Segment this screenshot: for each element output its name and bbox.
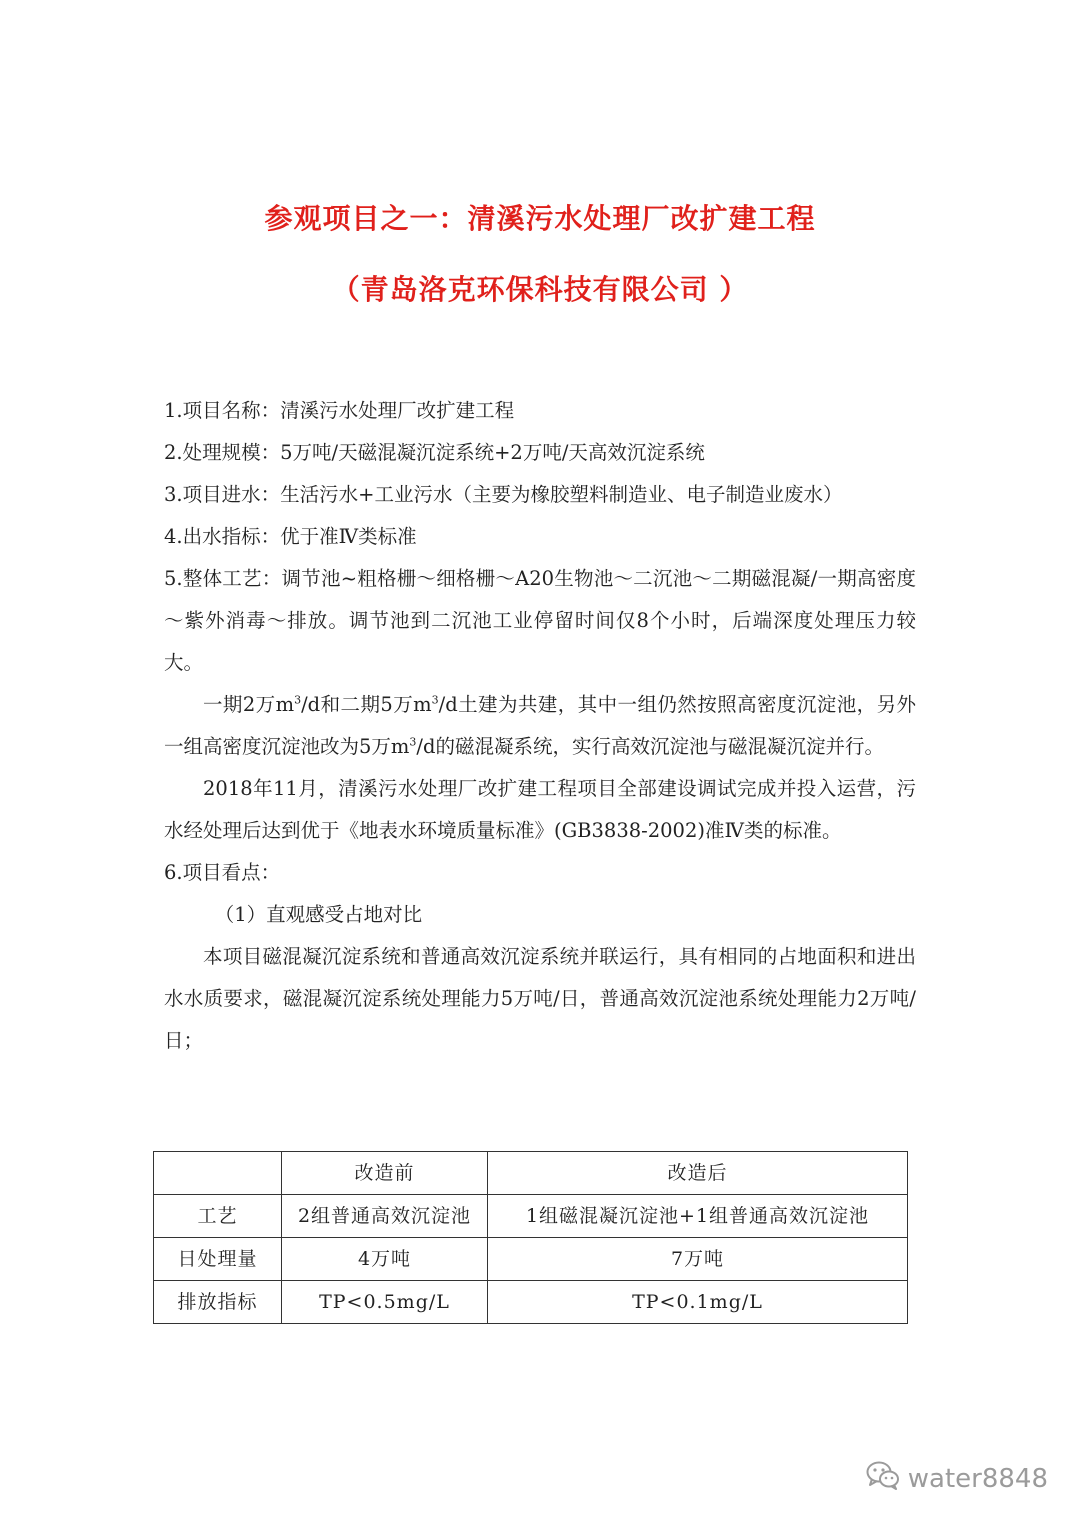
comparison-table xyxy=(153,1151,908,1324)
table-cell: 4万吨 xyxy=(282,1238,488,1281)
superscript-3: 3 xyxy=(431,693,439,707)
table-row xyxy=(154,1238,908,1281)
table-cell: 排放指标 xyxy=(154,1281,282,1324)
superscript-3: 3 xyxy=(409,735,417,749)
table-cell: TP<0.5mg/L xyxy=(282,1281,488,1324)
phases-text-d: /d的磁混凝系统，实行高效沉淀池与磁混凝沉淀并行。 xyxy=(416,735,884,758)
page-title: 参观项目之一：清溪污水处理厂改扩建工程 xyxy=(264,202,816,235)
table-row xyxy=(154,1195,908,1238)
phases-text-c: /d土建为共建，其中一组仍然按照高密度沉淀池，另外一组高密度沉淀池改为5万m xyxy=(164,693,916,758)
watermark xyxy=(866,1460,1048,1497)
watermark-text: water8848 xyxy=(907,1463,1048,1494)
wechat-icon xyxy=(866,1460,900,1497)
table-cell: 1组磁混凝沉淀池+1组普通高效沉淀池 xyxy=(488,1195,908,1238)
item-effluent-standard: 4.出水指标：优于准Ⅳ类标准 xyxy=(164,525,417,548)
superscript-3: 3 xyxy=(294,693,302,707)
item-scale: 2.处理规模：5万吨/天磁混凝沉淀系统+2万吨/天高效沉淀系统 xyxy=(164,441,705,464)
phases-text-b: /d和二期5万m xyxy=(301,693,432,716)
table-cell: 7万吨 xyxy=(488,1238,908,1281)
table-header-cell xyxy=(154,1152,282,1195)
paragraph-phases xyxy=(164,684,916,768)
item-influent: 3.项目进水：生活污水+工业污水（主要为橡胶塑料制造业、电子制造业废水） xyxy=(164,483,843,506)
page-subtitle: （青岛洛克环保科技有限公司 ） xyxy=(331,273,749,306)
table-header-cell: 改造前 xyxy=(282,1152,488,1195)
table-header-cell: 改造后 xyxy=(488,1152,908,1195)
paragraph-completion: 2018年11月，清溪污水处理厂改扩建工程项目全部建设调试完成并投入运营，污水经处理后达到优于《地表水环境质量标准》(GB3838-2002)准Ⅳ类的标准。 xyxy=(164,777,916,842)
table-cell: 日处理量 xyxy=(154,1238,282,1281)
item-process: 5.整体工艺：调节池~粗格栅～细格栅～A20生物池～二沉池～二期磁混凝/一期高密度～紫外消毒～排放。调节池到二沉池工业停留时间仅8个小时，后端深度处理压力较大。 xyxy=(164,567,916,674)
paragraph-footprint: 本项目磁混凝沉淀系统和普通高效沉淀系统并联运行，具有相同的占地面积和进出水水质要求，磁混凝沉淀系统处理能力5万吨/日，普通高效沉淀池系统处理能力2万吨/日； xyxy=(164,945,917,1052)
table-cell: 2组普通高效沉淀池 xyxy=(282,1195,488,1238)
item-project-name: 1.项目名称：清溪污水处理厂改扩建工程 xyxy=(164,399,515,422)
subheading-footprint: （1）直观感受占地对比 xyxy=(214,903,423,926)
document-body xyxy=(164,390,916,1062)
table-header-row xyxy=(154,1152,908,1195)
table-cell: TP<0.1mg/L xyxy=(488,1281,908,1324)
table-row xyxy=(154,1281,908,1324)
item-highlights: 6.项目看点： xyxy=(164,861,281,884)
phases-text-a: 一期2万m xyxy=(203,693,295,716)
table-cell: 工艺 xyxy=(154,1195,282,1238)
